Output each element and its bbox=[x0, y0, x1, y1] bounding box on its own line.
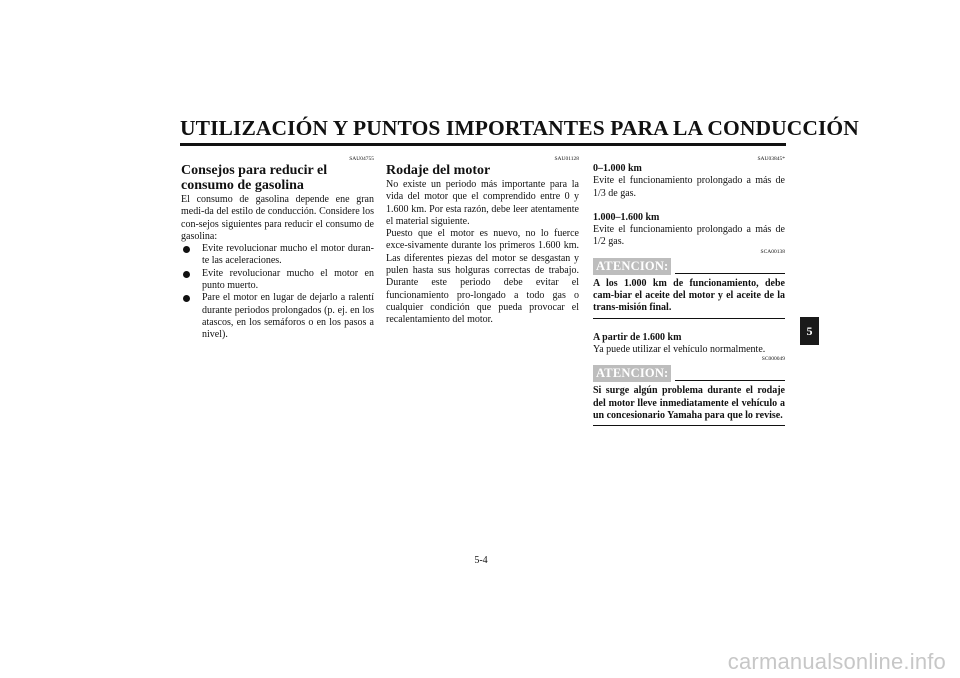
bullet-icon bbox=[183, 246, 190, 253]
stage-title: A partir de 1.600 km bbox=[593, 331, 682, 343]
spacer bbox=[593, 200, 785, 212]
section-code: SAU01128 bbox=[554, 156, 579, 162]
bullet-icon bbox=[183, 295, 190, 302]
stage-text: Evite el funcionamiento prolongado a más de 1/2 gas. bbox=[593, 224, 785, 248]
caution-header bbox=[593, 365, 785, 382]
caution-box bbox=[593, 258, 785, 319]
caution-code: SCA00138 bbox=[760, 248, 785, 255]
tips-list bbox=[181, 243, 374, 341]
section-heading: Consejos para reducir el consumo de gasolina bbox=[181, 163, 328, 193]
list-item bbox=[181, 292, 374, 341]
paragraph: No existe un periodo más importante para la vida del motor que el comprendido entre 0 y 1.600 km. Por esta razón, debe leer atentamente el material siguiente. bbox=[386, 179, 579, 227]
paragraph: Puesto que el motor es nuevo, no lo fuerce exce-sivamente durante los primeros 1.600 km. Las diferentes piezas del motor se desgastan y pulen hasta sus holguras correctas de trabajo. Durante este periodo debe evitar el funcionamiento pro-longado a todo gas o cualquier condición que pueda provocar el recalentamiento del motor. bbox=[386, 228, 579, 326]
chapter-tab: 5 bbox=[800, 317, 819, 345]
list-item-text: Evite revolucionar mucho el motor duran-te las aceleraciones. bbox=[202, 243, 374, 267]
column-break-in bbox=[386, 156, 579, 327]
page-header-title: UTILIZACIÓN Y PUNTOS IMPORTANTES PARA LA CONDUCCIÓN bbox=[180, 116, 859, 140]
caution-box bbox=[593, 365, 785, 426]
stage-text: Ya puede utilizar el vehículo normalmente. bbox=[593, 343, 766, 355]
column-break-in-stages bbox=[593, 156, 785, 426]
stage-text: Evite el funcionamiento prolongado a más de 1/3 de gas. bbox=[593, 175, 785, 199]
caution-rule bbox=[675, 273, 785, 274]
section-code: SAU04755 bbox=[349, 156, 374, 162]
column-fuel-tips bbox=[181, 156, 374, 342]
bullet-icon bbox=[183, 271, 190, 278]
caution-label: ATENCION: bbox=[593, 258, 671, 275]
list-item bbox=[181, 243, 374, 268]
spacer bbox=[593, 319, 785, 332]
list-item bbox=[181, 268, 374, 293]
intro-paragraph: El consumo de gasolina depende ene gran medi-da del estilo de conducción. Considere los con-sejos siguientes para reducir el consumo de gasolina: bbox=[181, 194, 374, 242]
page-number: 5-4 bbox=[474, 555, 488, 566]
list-item-text: Evite revolucionar mucho el motor en punto muerto. bbox=[202, 267, 374, 292]
header-rule bbox=[180, 143, 786, 146]
caution-label: ATENCION: bbox=[593, 365, 671, 382]
caution-header bbox=[593, 258, 785, 275]
watermark: carmanualsonline.info bbox=[727, 649, 946, 674]
caution-text: A los 1.000 km de funcionamiento, debe cam-biar el aceite del motor y el aceite de la trans-misión final. bbox=[593, 278, 785, 319]
stage-title: 1.000–1.600 km bbox=[593, 211, 660, 223]
caution-rule bbox=[675, 380, 785, 381]
stage-title: 0–1.000 km bbox=[593, 163, 642, 174]
caution-text: Si surge algún problema durante el rodaje del motor lleve inmediatamente el vehículo a un concesionario Yamaha para que lo revise. bbox=[593, 385, 785, 426]
list-item-text: Pare el motor en lugar de dejarlo a ralentí durante periodos prolongados (p. ej. en los atascos, en los semáforos o en los pasos a nivel). bbox=[202, 292, 374, 341]
section-code: SAU03845* bbox=[757, 156, 785, 162]
section-heading: Rodaje del motor bbox=[386, 163, 491, 178]
caution-code: SC000049 bbox=[761, 356, 785, 363]
